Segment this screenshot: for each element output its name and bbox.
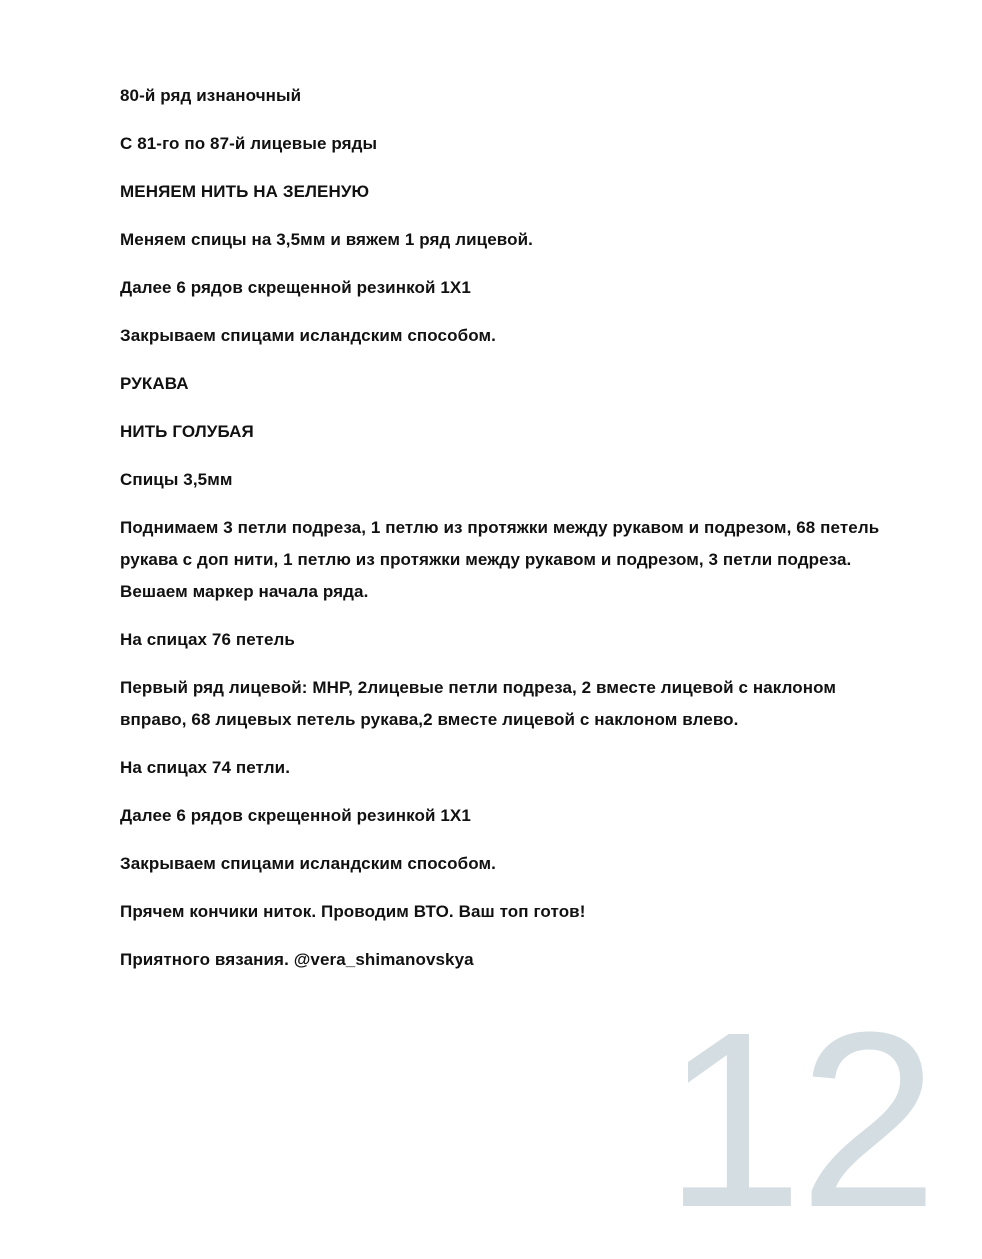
- stitch-count-76-text: На спицах 76 петель: [120, 630, 295, 649]
- finishing-text: Прячем кончики ниток. Проводим ВТО. Ваш топ готов!: [120, 902, 586, 921]
- needles-size-text: Спицы 3,5мм: [120, 470, 233, 489]
- rows-81-87-text: С 81-го по 87-й лицевые ряды: [120, 134, 378, 153]
- change-yarn-heading: МЕНЯЕМ НИТЬ НА ЗЕЛЕНУЮ: [120, 182, 370, 201]
- row-80-text: 80-й ряд изнаночный: [120, 86, 302, 105]
- sleeve-bind-off-text: Закрываем спицами исландским способом.: [120, 854, 496, 873]
- pick-up-stitches-text: Поднимаем 3 петли подреза, 1 петлю из протяжки между рукавом и подрезом, 68 петель рукава с доп нити, 1 петлю из протяжки между рукавом и подрезом, 3 петли подреза. Вешаем маркер начала ряда.: [120, 518, 885, 601]
- first-row-text: Первый ряд лицевой: МНР, 2лицевые петли подреза, 2 вместе лицевой с наклоном вправо, 68 лицевых петель рукава,2 вместе лицевой с наклоном влево.: [120, 678, 841, 729]
- change-needles-text: Меняем спицы на 3,5мм и вяжем 1 ряд лицевой.: [120, 230, 533, 249]
- page-number: 12: [664, 980, 935, 1259]
- sleeve-rib-rows-text: Далее 6 рядов скрещенной резинкой 1Х1: [120, 806, 471, 825]
- signature-text: Приятного вязания. @vera_shimanovskya: [120, 950, 474, 969]
- instructions-body: [120, 80, 885, 992]
- sleeves-heading: РУКАВА: [120, 374, 189, 393]
- yarn-color-heading: НИТЬ ГОЛУБАЯ: [120, 422, 254, 441]
- stitch-count-74-text: На спицах 74 петли.: [120, 758, 291, 777]
- rib-rows-text: Далее 6 рядов скрещенной резинкой 1Х1: [120, 278, 471, 297]
- bind-off-text: Закрываем спицами исландским способом.: [120, 326, 496, 345]
